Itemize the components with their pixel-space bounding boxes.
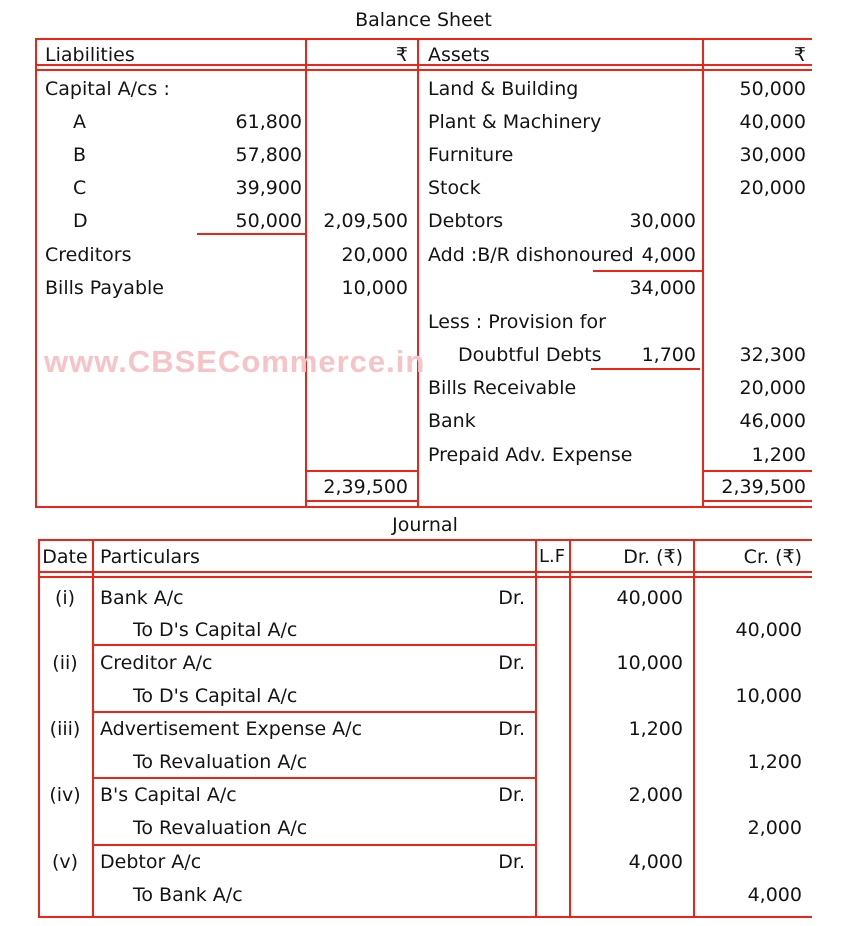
bs-divider-center: [417, 38, 419, 507]
journal-cr-amount: 2,000: [747, 817, 802, 839]
bs-divider-asset-amount: [702, 38, 704, 507]
bs-header-asset-rupee: ₹: [793, 44, 806, 66]
bs-asset-less-amount: 1,700: [641, 344, 696, 366]
bs-asset-item-label: Stock: [428, 177, 481, 199]
bs-asset-debtors-subtotal: 34,000: [629, 277, 696, 299]
bs-total-bottom-rule-left: [305, 500, 419, 502]
journal-dr-amount: 1,200: [628, 718, 683, 740]
bs-header-liabilities: Liabilities: [45, 44, 135, 66]
bs-divider-liab-amount: [305, 38, 307, 507]
journal-credit-account: To D's Capital A/c: [133, 685, 298, 707]
bs-asset-debtors-label: Debtors: [428, 210, 504, 232]
watermark: www.CBSECommerce.in: [44, 344, 426, 379]
journal-cr-amount: 10,000: [735, 685, 802, 707]
bs-asset-debtors-net: 32,300: [739, 344, 806, 366]
bs-asset-debtors-amount: 30,000: [629, 210, 696, 232]
bs-liab-total: 2,39,500: [323, 476, 408, 498]
journal-cr-amount: 4,000: [747, 884, 802, 906]
journal-divider-dr-cr: [693, 539, 695, 918]
bs-header-liab-rupee: ₹: [395, 44, 408, 66]
journal-dr-amount: 10,000: [616, 652, 683, 674]
journal-entry-separator: [92, 844, 537, 846]
bs-asset-item-label: Bank: [428, 410, 476, 432]
bs-asset-item-label: Prepaid Adv. Expense: [428, 444, 633, 466]
journal-dr-amount: 40,000: [616, 587, 683, 609]
bs-provision-rule: [591, 368, 700, 370]
bs-liab-item-amount: 10,000: [341, 277, 408, 299]
journal-dr-amount: 4,000: [628, 851, 683, 873]
journal-debit-account: Debtor A/c: [100, 851, 202, 873]
journal-entry-no: (i): [54, 587, 76, 609]
bs-asset-item-amount: 20,000: [739, 177, 806, 199]
journal-border-bottom: [38, 916, 812, 918]
journal-dr-label: Dr.: [498, 784, 525, 806]
bs-border-bottom: [35, 506, 812, 508]
journal-header-lf: L.F: [538, 546, 566, 567]
bs-liab-capital-amount: 39,900: [235, 177, 302, 199]
journal-entry-no: (ii): [52, 652, 78, 674]
bs-debtors-add-rule: [593, 270, 704, 272]
journal-header-rule-2: [38, 576, 812, 578]
balance-sheet-title: Balance Sheet: [355, 9, 492, 31]
bs-liab-capital-amount: 57,800: [235, 144, 302, 166]
bs-liab-group-label: Capital A/cs :: [45, 78, 170, 100]
journal-dr-label: Dr.: [498, 587, 525, 609]
journal-credit-account: To Bank A/c: [133, 884, 243, 906]
bs-liab-item-label: Creditors: [45, 244, 132, 266]
bs-asset-total: 2,39,500: [721, 476, 806, 498]
journal-header-dr: Dr. (₹): [623, 546, 683, 568]
bs-asset-less-line2: Doubtful Debts: [458, 344, 602, 366]
bs-liab-capital-total: 2,09,500: [323, 210, 408, 232]
bs-liab-item-label: Bills Payable: [45, 277, 164, 299]
bs-total-top-rule-right: [702, 470, 812, 472]
journal-title: Journal: [392, 514, 458, 536]
journal-header-cr: Cr. (₹): [743, 546, 802, 568]
bs-asset-item-amount: 46,000: [739, 410, 806, 432]
journal-entry-separator: [92, 711, 537, 713]
bs-asset-item-amount: 1,200: [751, 444, 806, 466]
bs-asset-less-line1: Less : Provision for: [428, 311, 606, 333]
journal-entry-no: (iii): [49, 718, 81, 740]
journal-debit-account: Creditor A/c: [100, 652, 213, 674]
bs-asset-item-amount: 20,000: [739, 377, 806, 399]
bs-asset-item-label: Bills Receivable: [428, 377, 577, 399]
journal-entry-separator: [92, 644, 537, 646]
bs-asset-item-label: Furniture: [428, 144, 514, 166]
journal-debit-account: B's Capital A/c: [100, 784, 237, 806]
journal-entry-separator: [92, 777, 537, 779]
bs-asset-item-amount: 50,000: [739, 78, 806, 100]
bs-header-assets: Assets: [428, 44, 490, 66]
journal-credit-account: To Revaluation A/c: [133, 751, 308, 773]
journal-divider-particulars: [535, 539, 537, 918]
bs-header-rule-1: [35, 64, 812, 66]
bs-total-bottom-rule-right: [702, 500, 812, 502]
bs-liab-item-amount: 20,000: [341, 244, 408, 266]
journal-divider-date: [92, 539, 94, 918]
bs-border-top: [35, 38, 812, 40]
journal-header-rule-1: [38, 571, 812, 573]
bs-asset-add-label: Add :B/R dishonoured: [428, 244, 634, 266]
journal-dr-label: Dr.: [498, 718, 525, 740]
bs-liab-capital-name: A: [73, 111, 86, 133]
bs-asset-item-label: Plant & Machinery: [428, 111, 602, 133]
bs-liab-capital-amount: 61,800: [235, 111, 302, 133]
bs-asset-item-label: Land & Building: [428, 78, 579, 100]
bs-header-rule-2: [35, 69, 812, 71]
journal-cr-amount: 1,200: [747, 751, 802, 773]
journal-debit-account: Bank A/c: [100, 587, 184, 609]
bs-asset-add-amount: 4,000: [641, 244, 696, 266]
journal-header-date: Date: [42, 546, 88, 568]
bs-liab-capital-name: D: [73, 210, 88, 232]
journal-dr-label: Dr.: [498, 851, 525, 873]
journal-cr-amount: 40,000: [735, 619, 802, 641]
bs-liab-capital-name: B: [73, 144, 87, 166]
journal-header-particulars: Particulars: [100, 546, 200, 568]
journal-dr-amount: 2,000: [628, 784, 683, 806]
journal-border-top: [38, 539, 812, 541]
bs-asset-item-amount: 30,000: [739, 144, 806, 166]
journal-entry-no: (iv): [49, 784, 81, 806]
journal-debit-account: Advertisement Expense A/c: [100, 718, 363, 740]
journal-entry-no: (v): [51, 851, 79, 873]
bs-total-top-rule-left: [305, 470, 419, 472]
journal-dr-label: Dr.: [498, 652, 525, 674]
bs-capital-subtotal-rule: [197, 233, 307, 235]
journal-credit-account: To D's Capital A/c: [133, 619, 298, 641]
bs-liab-capital-name: C: [73, 177, 87, 199]
bs-border-left: [35, 38, 37, 507]
bs-liab-capital-amount: 50,000: [235, 210, 302, 232]
bs-asset-item-amount: 40,000: [739, 111, 806, 133]
journal-credit-account: To Revaluation A/c: [133, 817, 308, 839]
